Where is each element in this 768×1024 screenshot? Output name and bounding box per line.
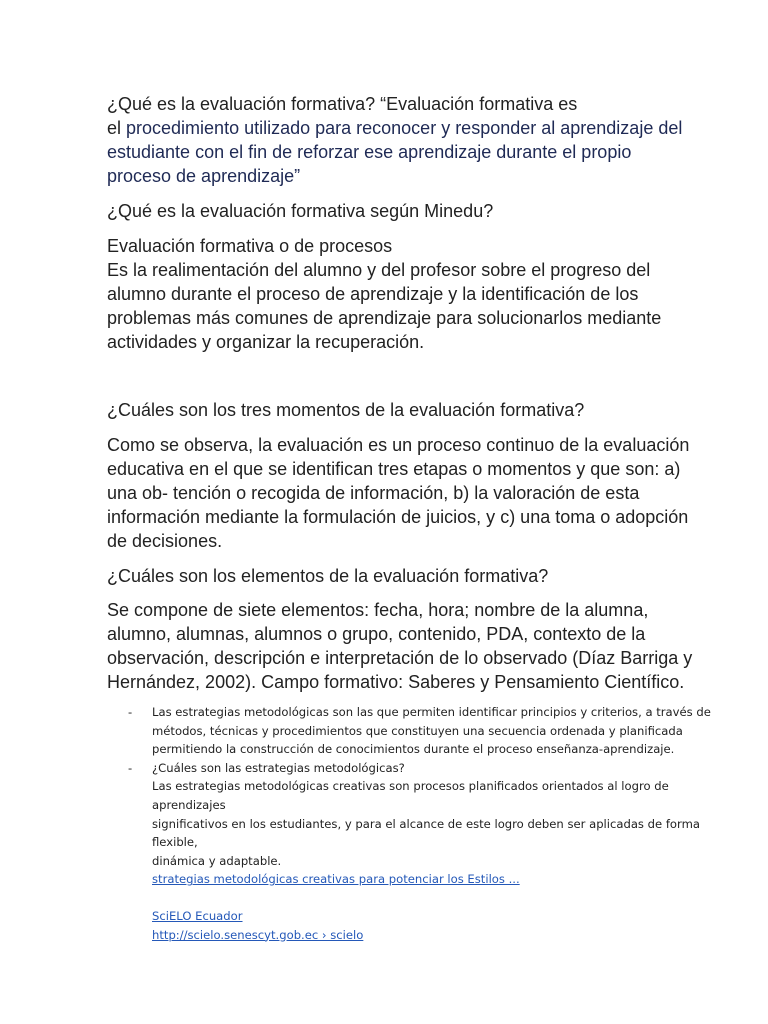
minedu-line-2: Es la realimentación del alumno y del profesor sobre el progreso del — [107, 260, 651, 280]
question-minedu: ¿Qué es la evaluación formativa según Minedu? — [107, 201, 494, 221]
dash-bullet: - — [128, 705, 133, 719]
blank-line — [152, 889, 738, 907]
minedu-line-3: alumno durante el proceso de aprendizaje y la identificación de los — [107, 284, 639, 304]
paragraph-minedu-answer — [107, 234, 737, 354]
link-estrategias-article[interactable]: strategias metodológicas creativas para potenciar los Estilos ... — [152, 872, 520, 887]
moments-line-4: información mediante la formulación de juicios, y c) una toma o adopción — [107, 507, 689, 527]
dash-bullet: - — [128, 760, 133, 775]
bullet-list — [128, 703, 738, 944]
item2-line-1: ¿Cuáles son las estrategias metodológicas? — [152, 760, 405, 775]
moments-line-3: una ob- tención o recogida de información, b) la valoración de esta — [107, 483, 640, 503]
link-scielo-ecuador[interactable]: SciELO Ecuador — [152, 908, 243, 923]
definition-line-3: estudiante con el fin de reforzar ese aprendizaje durante el propio — [107, 142, 632, 162]
paragraph-three-moments — [107, 433, 737, 553]
definition-line-2-rest: procedimiento utilizado para reconocer y responder al aprendizaje del — [126, 118, 683, 138]
minedu-line-1: Evaluación formativa o de procesos — [107, 236, 393, 256]
minedu-line-5: actividades y organizar la recuperación. — [107, 332, 425, 352]
minedu-line-4: problemas más comunes de aprendizaje para solucionarlos mediante — [107, 308, 662, 328]
moments-line-2: educativa en el que se identifican tres etapas o momentos y que son: a) — [107, 459, 681, 479]
definition-line-2 — [107, 116, 737, 140]
item1-line-1: Las estrategias metodológicas son las que permiten identificar principios y criterios, a través de — [152, 705, 711, 719]
elements-line-2: alumno, alumnas, alumnos o grupo, contenido, PDA, contexto de la — [107, 624, 646, 644]
link-scielo-url[interactable]: http://scielo.senescyt.gob.ec › scielo — [152, 927, 364, 942]
question-elements: ¿Cuáles son los elementos de la evaluación formativa? — [107, 566, 549, 586]
definition-line-4: proceso de aprendizaje” — [107, 166, 301, 186]
definition-line-1: ¿Qué es la evaluación formativa? “Evaluación formativa es — [107, 94, 578, 114]
item2-line-2: Las estrategias metodológicas creativas son procesos planificados orientados al logro de aprendizajes — [152, 779, 669, 812]
item2-line-4: dinámica y adaptable. — [152, 853, 282, 868]
item1-line-2: métodos, técnicas y procedimientos que constituyen una secuencia ordenada y planificada — [152, 723, 683, 738]
elements-line-1: Se compone de siete elementos: fecha, hora; nombre de la alumna, — [107, 600, 649, 620]
list-item — [128, 703, 738, 759]
paragraph-definition — [107, 92, 737, 188]
moments-line-1: Como se observa, la evaluación es un proceso continuo de la evaluación — [107, 435, 690, 455]
list-item — [128, 759, 738, 944]
elements-line-4: Hernández, 2002). Campo formativo: Saberes y Pensamiento Científico. — [107, 672, 685, 692]
paragraph-elements — [107, 598, 737, 694]
question-three-moments: ¿Cuáles son los tres momentos de la evaluación formativa? — [107, 400, 585, 420]
moments-line-5: de decisiones. — [107, 531, 223, 551]
definition-line-2-start: el — [107, 118, 127, 138]
item2-line-3: significativos en los estudiantes, y para el alcance de este logro deben ser aplicadas de forma flexible, — [152, 816, 700, 850]
item1-line-3: permitiendo la construcción de conocimientos durante el proceso enseñanza-aprendizaje. — [152, 742, 675, 757]
elements-line-3: observación, descripción e interpretación de lo observado (Díaz Barriga y — [107, 648, 693, 668]
